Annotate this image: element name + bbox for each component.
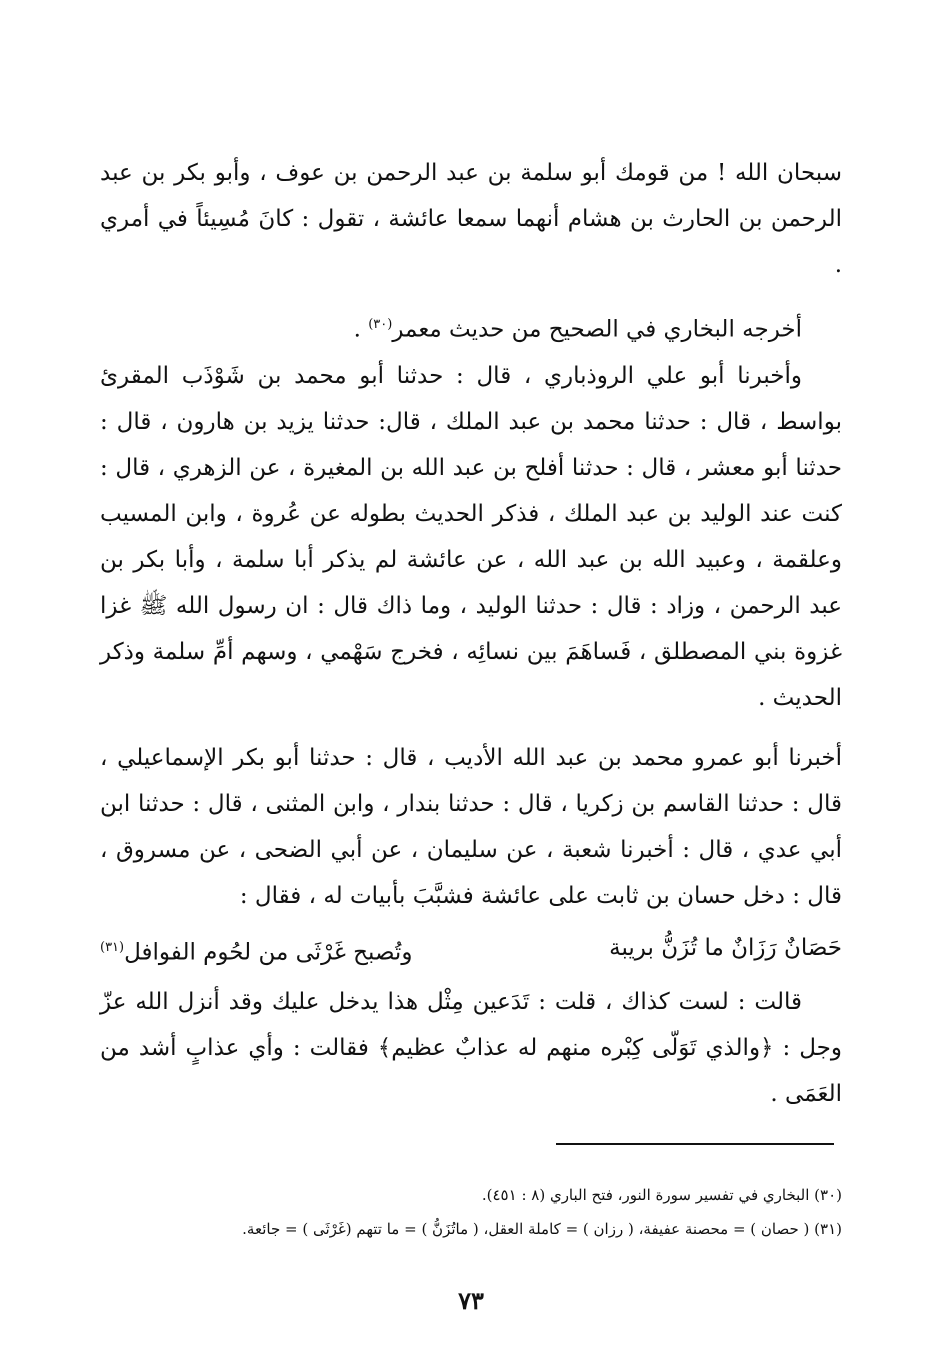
verse-second-hemistich-wrap [100,925,412,976]
verse-second-hemistich: وتُصبح غَرْثَى من لحُوم الفوافل [124,939,413,966]
paragraph-3: وأخبرنا أبو علي الروذباري ، قال : حدثنا أبو محمد بن شَوْذَب المقرئ بواسط ، قال : حدثنا محمد بن عبد الملك ، قال: حدثنا يزيد بن هارون ، قال : حدثنا أبو معشر ، قال : حدثنا أفلح بن عبد الله بن المغيرة ، عن الزهري ، قال : كنت عند الوليد بن عبد الملك ، فذكر الحديث بطوله عن عُروة ، وابن المسيب وعلقمة ، وعبيد الله بن عبد الله ، عن عائشة لم يذكر أبا سلمة ، وأبا بكر بن عبد الرحمن ، وزاد : قال : حدثنا الوليد ، وما ذاك قال : ان رسول الله ﷺ غزا غزوة بني المصطلق ، فَساهَمَ بين نسائِه ، فخرج سَهْمي ، وسهم أمِّ سلمة وذكر الحديث . [100,362,842,711]
footnote-ref-30[interactable]: (٣٠) [368,317,393,332]
footnote-separator [556,1143,834,1145]
poetry-verse [100,925,842,976]
footnotes [100,1178,842,1246]
page-body [100,150,842,1117]
paragraph-gap [100,721,842,735]
paragraph-2 [100,302,842,353]
footnote-31: (٣١) ( حصان ) = محصنة عفيفة، ( رزان ) = كاملة العقل، ( ماتُزَنُّ ) = ما تتهم (غَرْثَى ) = جائعة. [242,1220,842,1238]
paragraph-5: قالت : لست كذاك ، قلت : تَدَعين مِثْل هذا يدخل عليك وقد أنزل الله عزّ وجل : ﴿والذي تَوَلّى كِبْره منهم له عذابٌ عظيم﴾ فقالت : وأي عذابٍ أشد من العَمَى . [100,989,842,1108]
paragraph-gap [100,288,842,302]
page-number: ٧٣ [458,1286,484,1315]
footnote-ref-31[interactable]: (٣١) [100,939,125,955]
paragraph-2-tail: . [353,316,369,343]
paragraph-1: سبحان الله ! من قومك أبو سلمة بن عبد الرحمن بن عوف ، وأبو بكر بن عبد الرحمن بن الحارث بن هشام أنهما سمعا عائشة ، تقول : كانَ مُسِيئاً في أمري . [100,160,842,278]
verse-first-hemistich: حَصَانٌ رَزَانٌ ما تُزَنُّ بريبة [609,934,842,961]
paragraph-4: أخبرنا أبو عمرو محمد بن عبد الله الأديب ، قال : حدثنا أبو بكر الإسماعيلي ، قال : حدثنا القاسم بن زكريا ، قال : حدثنا بندار ، وابن المثنى ، قال : حدثنا ابن أبي عدي ، قال : أخبرنا شعبة ، عن سليمان ، عن أبي الضحى ، عن مسروق ، قال : دخل حسان بن ثابت على عائشة فشبَّبَ بأبيات له ، فقال : [100,744,842,909]
footnote-30: (٣٠) البخاري في تفسير سورة النور، فتح الباري (٨ : ٤٥١). [481,1186,842,1204]
paragraph-2-text: أخرجه البخاري في الصحيح من حديث معمر [392,316,802,343]
